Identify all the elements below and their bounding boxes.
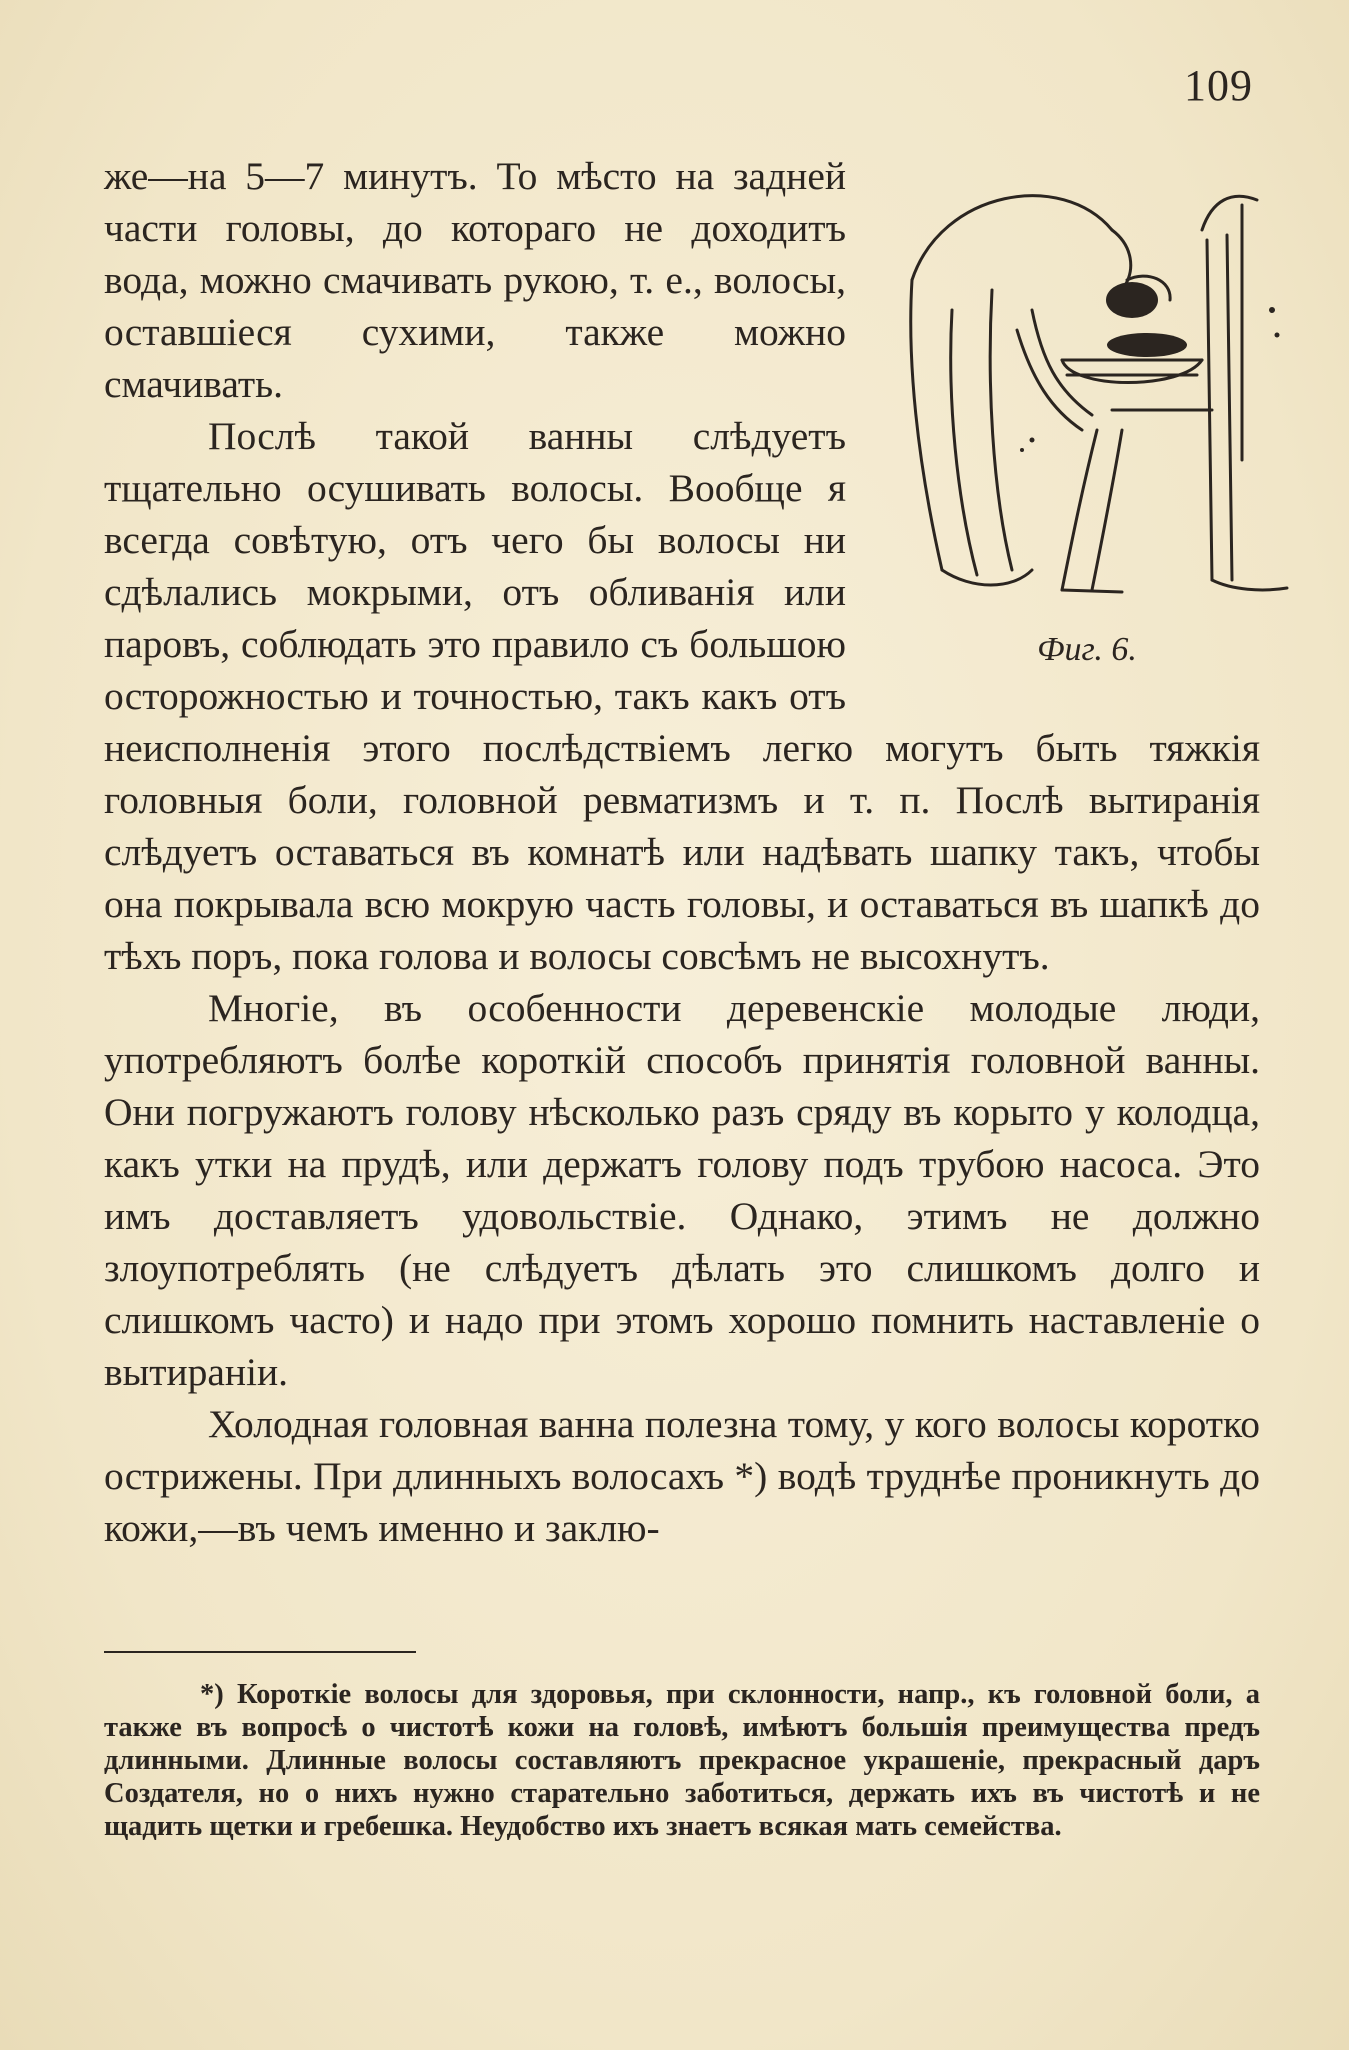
paragraph: Многіе, въ особенности деревенскіе молодые люди, употребляютъ болѣе короткій способъ принятія головной ванны. Они погружаютъ голову нѣсколько разъ сряду въ корыто у колодца, какъ утки на прудѣ, или держатъ голову подъ трубою насоса. Это имъ доставляетъ удовольствіе. Однако, этимъ не должно злоупотреблять (не слѣдуетъ дѣлать это слишкомъ долго и слишкомъ часто) и надо при этомъ хорошо помнить наставленіе о вытираніи. [104,986,1260,1394]
figure-illustration [882,150,1292,680]
footnote: *) Короткіе волосы для здоровья, при склонности, напр., къ головной боли, а также въ вопросѣ о чистотѣ кожи на головѣ, имѣютъ большія преимущества предъ длинными. Длинные волосы составляютъ прекрасное украшеніе, прекрасный даръ Создателя, но о нихъ нужно старательно заботиться, держать ихъ въ чистотѣ и не щадить щетки и гребешка. Неудобство ихъ знаетъ всякая мать семейства. [104,1679,1260,1842]
woman-washing-hair-illustration [882,160,1292,620]
paragraph: Холодная головная ванна полезна тому, у кого волосы коротко острижены. При длинныхъ волосахъ *) водѣ труднѣе проникнуть до кожи,—въ чемъ именно и заклю- [104,1402,1260,1550]
figure-caption: Фиг. 6. [1037,631,1137,668]
paragraph: Послѣ такой ванны слѣдуетъ тщательно осушивать волосы. Вообще я всегда совѣтую, отъ чего бы волосы ни сдѣлались мокрыми, отъ обливанія или паровъ, соблюдать это правило съ большою осторожностью и точностью, такъ какъ отъ неисполненія этого послѣдствіемъ легко могутъ быть тяжкія головныя боли, головной ревматизмъ и т. п. Послѣ вытиранія слѣдуетъ оставаться въ комнатѣ или надѣвать шапку такъ, чтобы она покрывала всю мокрую часть головы, и оставаться въ шапкѣ до тѣхъ поръ, пока голова и волосы совсѣмъ не высохнутъ. [104,414,1260,978]
footnote-divider [104,1651,416,1653]
main-text [104,150,1260,1554]
page-number: 109 [1184,61,1253,110]
paragraph: же—на 5—7 минутъ. То мѣсто на задней части головы, до котораго не доходитъ вода, можно смачивать рукою, т. е., волосы, оставшіеся сухими, также можно смачивать. [104,154,846,406]
